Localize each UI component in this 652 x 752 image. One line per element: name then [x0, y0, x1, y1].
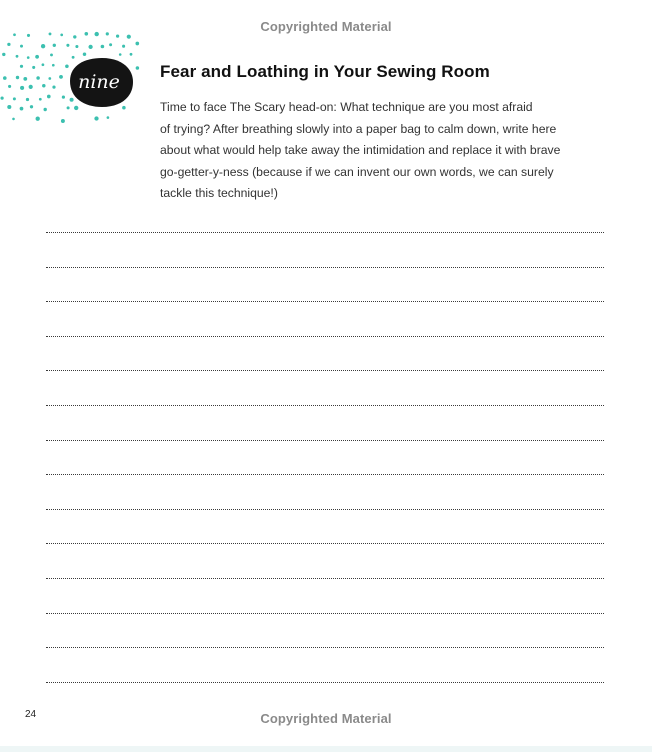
writing-line: [46, 682, 604, 683]
writing-line: [46, 543, 604, 544]
decor-dot: [74, 106, 78, 110]
decor-dot: [66, 44, 69, 47]
body-line: tackle this technique!): [160, 186, 278, 200]
decor-dot: [135, 42, 139, 46]
decor-dot: [20, 86, 24, 90]
decor-dot: [7, 43, 10, 46]
decor-dot: [95, 32, 99, 36]
decor-dot: [41, 44, 45, 48]
decor-dot: [136, 66, 140, 70]
writing-line: [46, 405, 604, 406]
writing-line: [46, 232, 604, 233]
decor-dot: [50, 53, 53, 56]
writing-line: [46, 301, 604, 302]
decor-dot: [101, 45, 105, 49]
decor-dot: [35, 55, 39, 59]
decor-dot: [30, 105, 33, 108]
decor-dot: [20, 107, 24, 111]
decor-dot: [122, 106, 126, 110]
decor-dot: [75, 45, 78, 48]
decor-dot: [39, 98, 42, 101]
writing-lines: [46, 232, 604, 716]
decor-dot: [59, 75, 63, 79]
body-line: Time to face The Scary head-on: What technique are you most afraid: [160, 100, 533, 114]
writing-line: [46, 370, 604, 371]
decor-dot: [52, 64, 55, 67]
decor-dot: [20, 45, 23, 48]
writing-line: [46, 578, 604, 579]
writing-line: [46, 336, 604, 337]
decor-dot: [94, 116, 98, 120]
chapter-badge: [0, 30, 145, 130]
decor-dot: [130, 53, 133, 56]
decor-dot: [52, 86, 55, 89]
decor-dot: [116, 34, 119, 37]
decor-dot: [7, 105, 11, 109]
decor-dot: [73, 35, 76, 38]
decor-dot: [88, 45, 92, 49]
decor-dot: [85, 32, 89, 36]
decor-dot: [83, 52, 86, 55]
decor-dot: [48, 77, 51, 80]
decor-dot: [36, 76, 40, 80]
decor-dot: [23, 77, 27, 81]
decor-dot: [8, 85, 11, 88]
decor-dot: [60, 34, 63, 37]
decor-dot: [44, 108, 47, 111]
decor-dot: [3, 76, 7, 80]
decor-dot: [49, 32, 52, 35]
decor-dot: [107, 116, 110, 119]
decor-dot: [109, 43, 112, 46]
writing-line: [46, 613, 604, 614]
writing-line: [46, 509, 604, 510]
decor-dot: [36, 117, 40, 121]
decor-dot: [2, 53, 5, 56]
badge-label: nine: [78, 71, 120, 93]
decor-dot: [61, 119, 65, 123]
decor-dot: [27, 56, 30, 59]
decor-dot: [12, 118, 15, 121]
decor-dot: [70, 98, 74, 102]
decor-dot: [122, 45, 125, 48]
decor-dot: [13, 97, 16, 100]
decor-dot: [32, 66, 35, 69]
writing-line: [46, 474, 604, 475]
writing-line: [46, 440, 604, 441]
decor-dot: [65, 65, 69, 69]
decor-dot: [27, 34, 30, 37]
writing-line: [46, 647, 604, 648]
decor-dot: [72, 56, 75, 59]
page-edge: [0, 746, 652, 752]
decor-dot: [119, 53, 122, 56]
decor-dot: [62, 96, 65, 99]
decor-dot: [29, 85, 33, 89]
copyright-footer: Copyrighted Material: [260, 711, 392, 726]
decor-dot: [67, 106, 70, 109]
decor-dot: [106, 32, 109, 35]
section-title: Fear and Loathing in Your Sewing Room: [160, 62, 490, 81]
decor-dot: [26, 98, 29, 101]
decor-dot: [127, 35, 131, 39]
decor-dot: [53, 44, 56, 47]
page-number: 24: [25, 709, 37, 720]
dot-pattern-graphic: [0, 30, 145, 130]
decor-dot: [42, 84, 45, 87]
copyright-header: Copyrighted Material: [260, 19, 392, 34]
decor-dot: [0, 96, 3, 99]
decor-dot: [20, 65, 23, 68]
writing-line: [46, 267, 604, 268]
body-line: of trying? After breathing slowly into a paper bag to calm down, write here: [160, 121, 557, 136]
body-line: about what would help take away the intimidation and replace it with brave: [160, 143, 561, 157]
body-line: go-getter-y-ness (because if we can invent our own words, we can surely: [160, 164, 554, 179]
decor-dot: [42, 63, 45, 66]
decor-dot: [16, 55, 19, 58]
decor-dot: [13, 33, 16, 36]
section-body: [160, 97, 600, 205]
decor-dot: [16, 76, 19, 79]
decor-dot: [47, 95, 51, 99]
